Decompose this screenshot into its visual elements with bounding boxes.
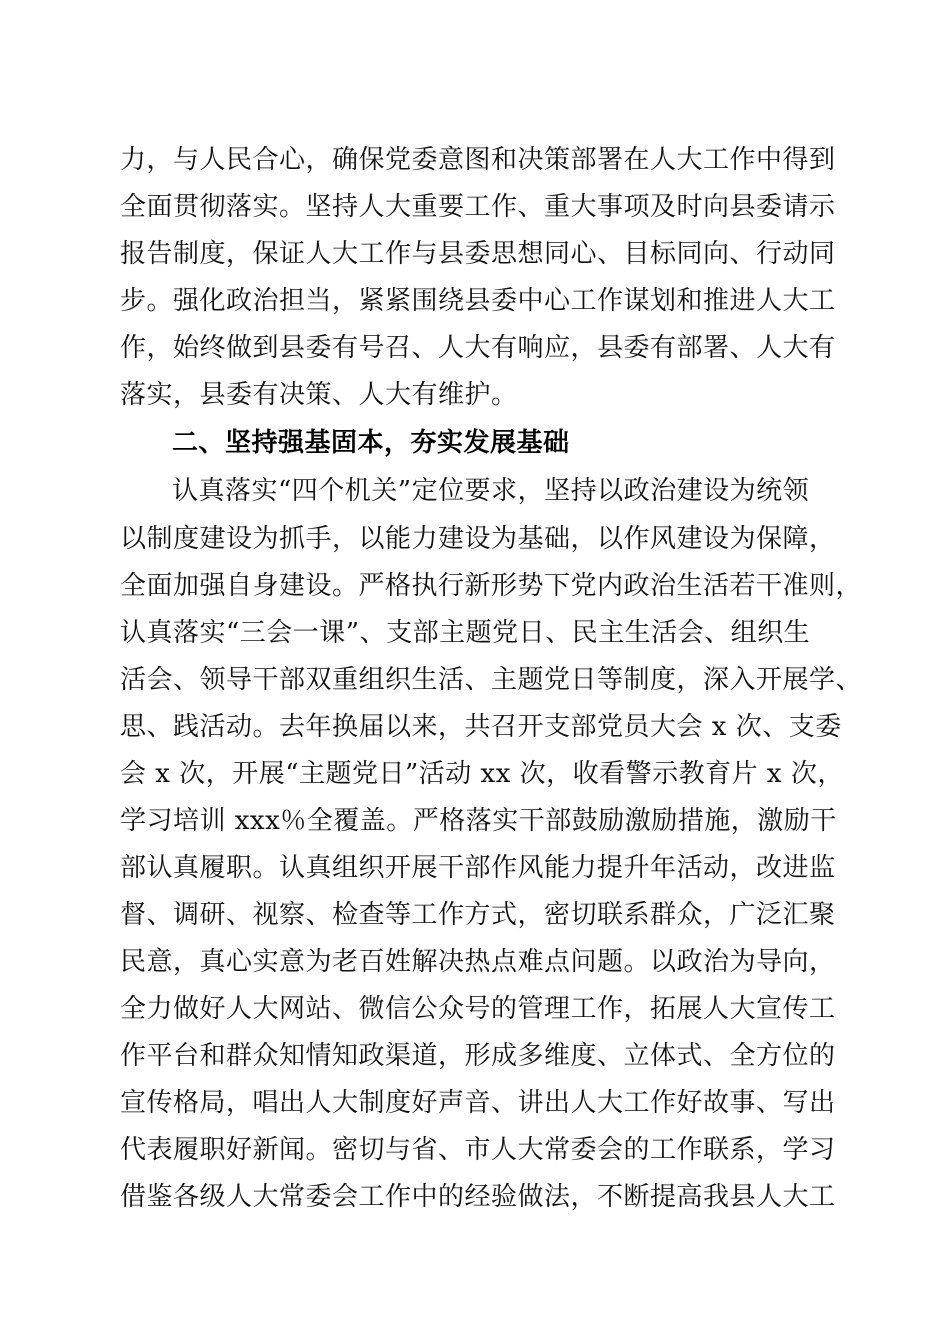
paragraph-line: 全面贯彻落实。坚持人大重要工作、重大事项及时向县委请示 xyxy=(120,192,836,222)
paragraph-line: 步。强化政治担当，紧紧围绕县委中心工作谋划和推进人大工 xyxy=(120,286,836,316)
paragraph-line: 认真落实“三会一课”、支部主题党日、民主生活会、组织生 xyxy=(120,618,811,648)
paragraph-line: 全力做好人大网站、微信公众号的管理工作，拓展人大宣传工 xyxy=(120,994,836,1024)
paragraph-line: 督、调研、视察、检查等工作方式，密切联系群众，广泛汇聚 xyxy=(120,900,836,930)
paragraph-line: 宣传格局，唱出人大制度好声音、讲出人大工作好故事、写出 xyxy=(120,1088,836,1118)
paragraph-line: 作平台和群众知情知政渠道，形成多维度、立体式、全方位的 xyxy=(120,1041,836,1071)
paragraph-line: 部认真履职。认真组织开展干部作风能力提升年活动，改进监 xyxy=(120,853,836,883)
paragraph-line: 全面加强自身建设。严格执行新形势下党内政治生活若干准则， xyxy=(120,571,863,601)
paragraph-line: 代表履职好新闻。密切与省、市人大常委会的工作联系，学习 xyxy=(120,1135,836,1165)
paragraph-line: 活会、领导干部双重组织生活、主题党日等制度，深入开展学、 xyxy=(120,665,863,695)
paragraph-line: 思、践活动。去年换届以来，共召开支部党员大会 x 次、支委 xyxy=(120,712,842,742)
paragraph-line: 力，与人民合心，确保党委意图和决策部署在人大工作中得到 xyxy=(120,145,836,175)
paragraph-line: 会 x 次，开展“主题党日”活动 xx 次，收看警示教育片 x 次， xyxy=(120,759,844,789)
paragraph-line: 报告制度，保证人大工作与县委思想同心、目标同向、行动同 xyxy=(120,239,836,269)
paragraph-line: 民意，真心实意为老百姓解决热点难点问题。以政治为导向， xyxy=(120,947,836,977)
paragraph-line: 以制度建设为抓手，以能力建设为基础，以作风建设为保障， xyxy=(120,524,836,554)
paragraph-line: 借鉴各级人大常委会工作中的经验做法，不断提高我县人大工 xyxy=(120,1182,836,1212)
paragraph-line: 认真落实“四个机关”定位要求，坚持以政治建设为统领 xyxy=(172,476,810,506)
paragraph-line: 落实，县委有决策、人大有维护。 xyxy=(120,380,518,410)
paragraph-line: 学习培训 xxx％全覆盖。严格落实干部鼓励激励措施，激励干 xyxy=(120,806,837,836)
section-heading: 二、坚持强基固本，夯实发展基础 xyxy=(172,428,570,458)
paragraph-line: 作，始终做到县委有号召、人大有响应，县委有部署、人大有 xyxy=(120,333,836,363)
